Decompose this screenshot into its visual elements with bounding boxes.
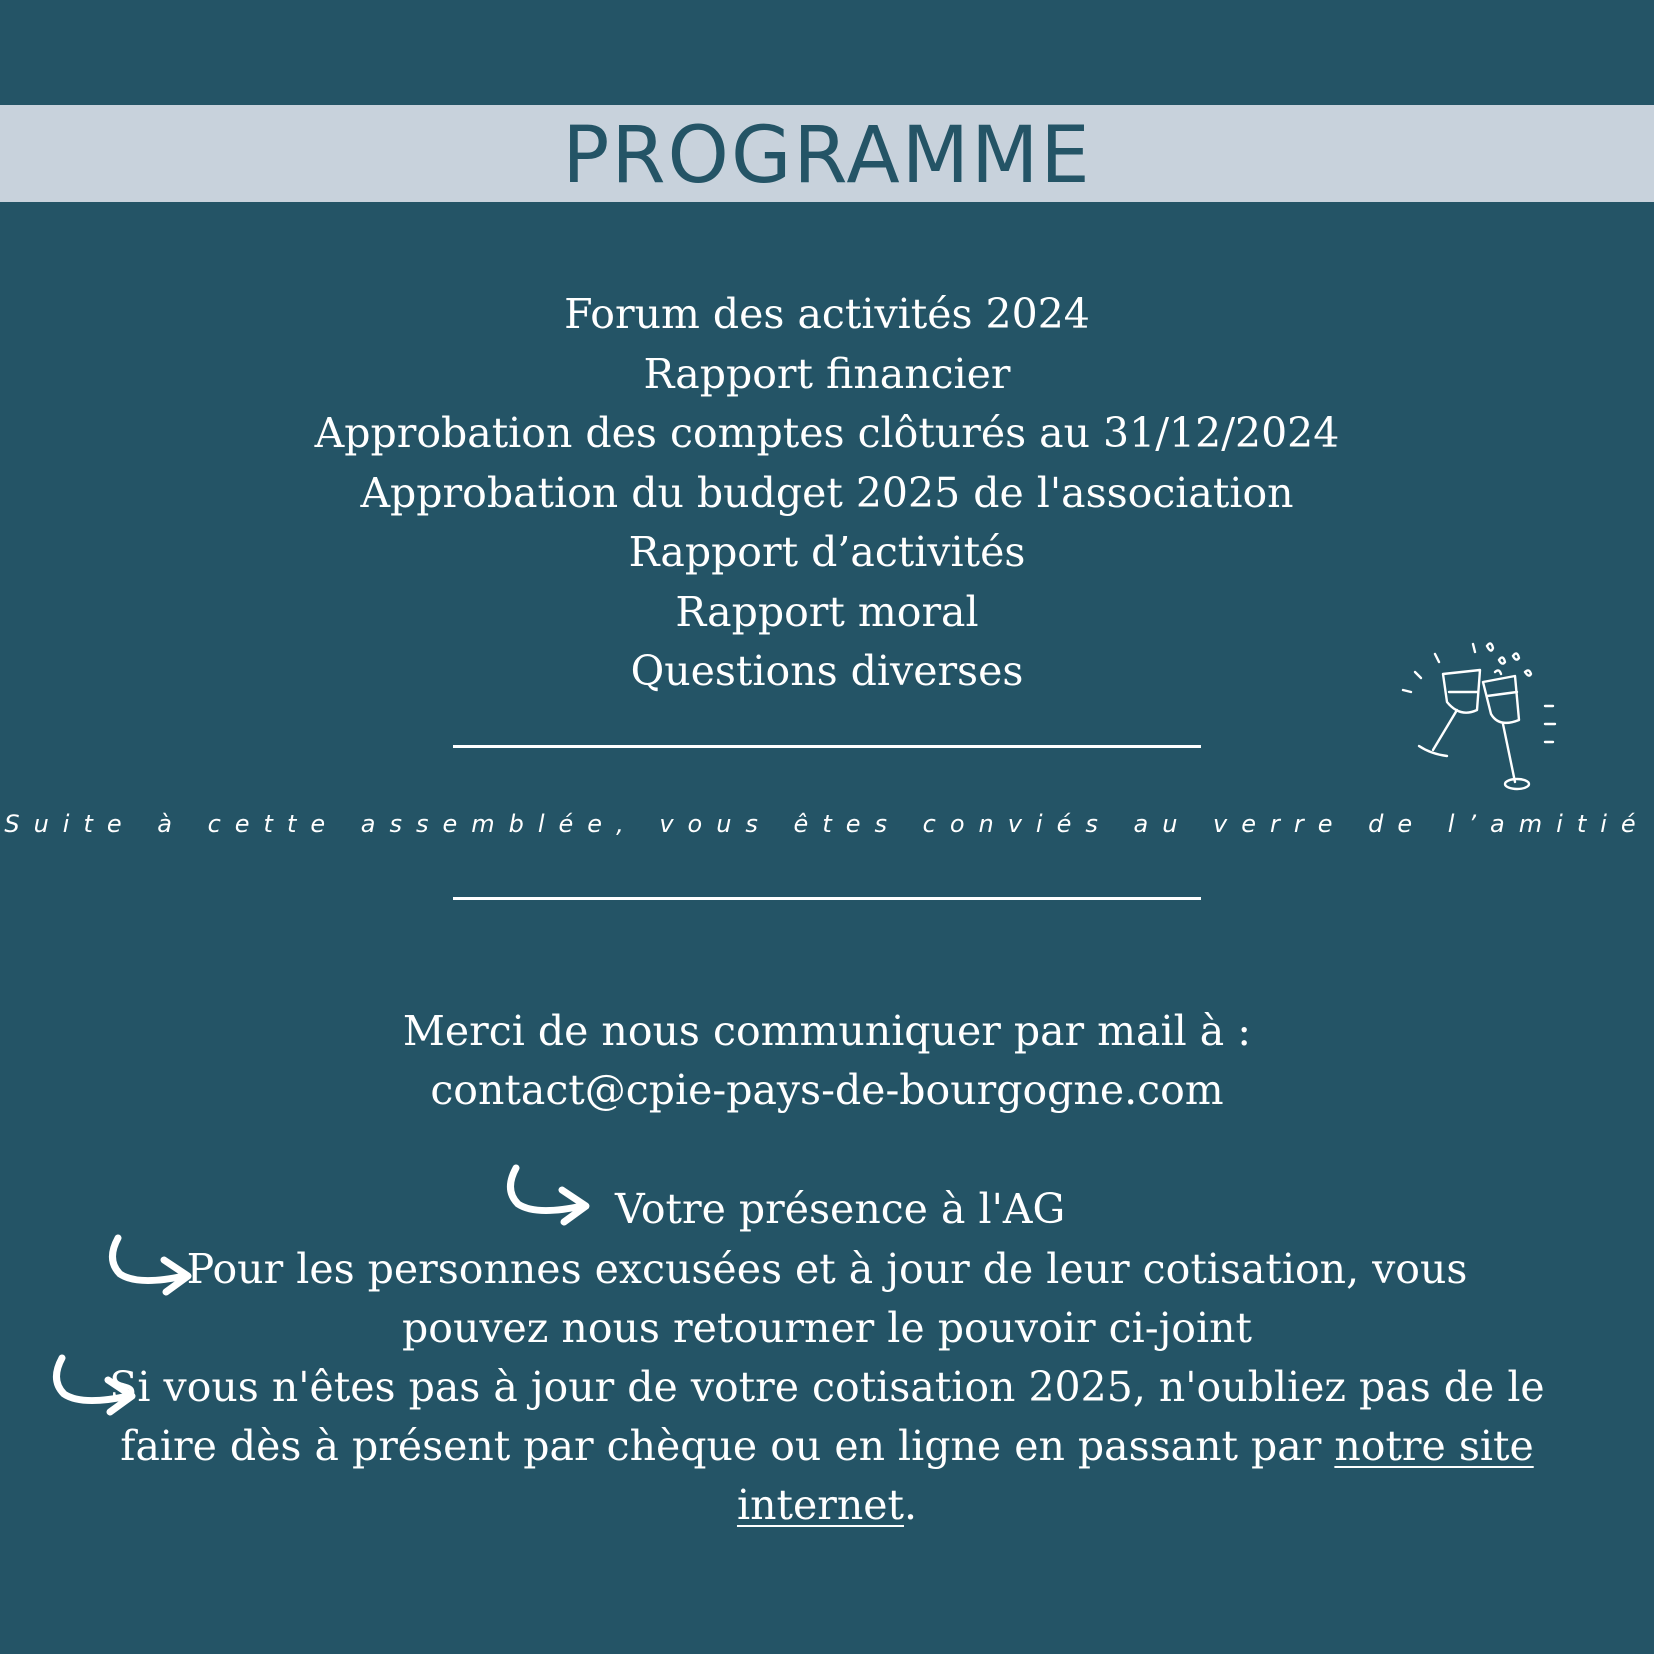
champagne-toast-icon	[1395, 632, 1565, 802]
invitation-text: Suite à cette assemblée, vous êtes conviés au verre de l’amitié	[4, 810, 1650, 838]
agenda-item: Forum des activités 2024	[564, 290, 1090, 338]
membership-note-text: faire dès à présent par chèque ou en ligne en passant par	[120, 1422, 1335, 1470]
website-link[interactable]: internet	[736, 1481, 904, 1529]
agenda-item: Approbation du budget 2025 de l'association	[360, 468, 1294, 517]
membership-note-line: Si vous n'êtes pas à jour de votre cotisation 2025, n'oubliez pas de le	[109, 1363, 1545, 1411]
membership-note-line	[0, 1417, 1654, 1476]
end-punctuation: .	[903, 1481, 918, 1529]
excused-note-line: Pour les personnes excusées et à jour de leur cotisation, vous	[186, 1245, 1468, 1293]
curved-arrow-icon	[502, 1160, 594, 1230]
divider-bottom	[453, 897, 1201, 900]
website-link[interactable]: notre site	[1334, 1422, 1534, 1470]
membership-note	[0, 1358, 1654, 1535]
title-band	[0, 105, 1654, 202]
divider-top	[453, 745, 1201, 748]
agenda-item: Rapport d’activités	[628, 528, 1026, 576]
agenda-item: Approbation des comptes clôturés au 31/12/2024	[314, 409, 1340, 457]
excused-note-line: pouvez nous retourner le pouvoir ci-joint	[402, 1304, 1252, 1352]
contact-email[interactable]: contact@cpie-pays-de-bourgogne.com	[430, 1066, 1224, 1114]
agenda-item: Questions diverses	[630, 647, 1024, 695]
page-title: PROGRAMME	[562, 110, 1092, 201]
agenda-item: Rapport financier	[643, 349, 1011, 398]
membership-note-line	[0, 1476, 1654, 1535]
contact-block	[0, 1002, 1654, 1120]
agenda-item: Rapport moral	[675, 587, 979, 636]
presence-note: Votre présence à l'AG	[615, 1185, 1066, 1233]
contact-instruction: Merci de nous communiquer par mail à :	[402, 1007, 1252, 1055]
excused-note	[0, 1240, 1654, 1358]
